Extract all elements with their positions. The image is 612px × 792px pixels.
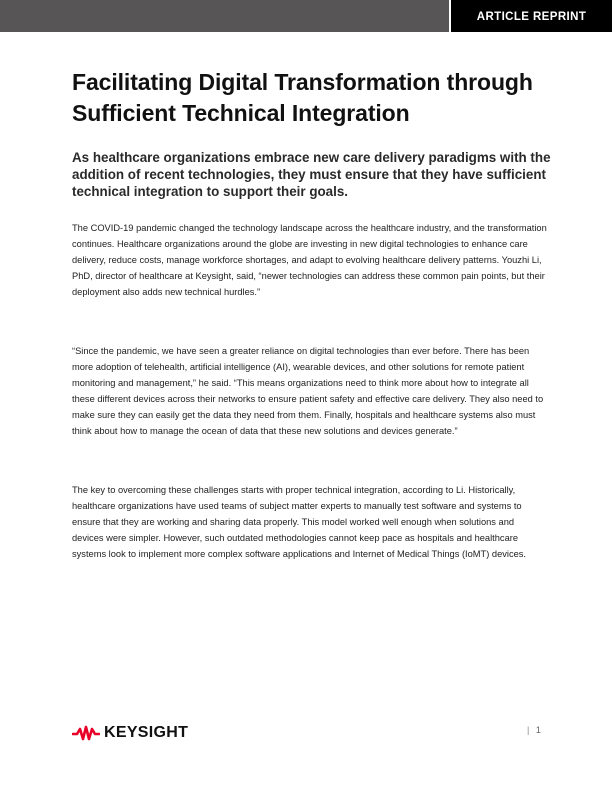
article-subtitle: As healthcare organizations embrace new care delivery paradigms with the addition of recent technologies, they must ensure that they have sufficient technical integration to support their goals.	[72, 150, 551, 199]
keysight-logo	[72, 723, 188, 743]
article-title: Facilitating Digital Transformation through Sufficient Technical Integration	[72, 69, 533, 126]
page-number-value: 1	[535, 725, 541, 735]
body-paragraph-2: “Since the pandemic, we have seen a greater reliance on digital technologies than ever before. There has been more adoption of telehealth, artificial intelligence (AI), wearable devices, and other solutions for remote patient monitoring and management,” he said. “This means organizations need to think more about how to integrate all these different devices across their networks to ensure patient safety and effective care delivery. They also need to make sure they can easily get the data they need from them. Finally, hospitals and healthcare systems also must think about how to manage the ocean of data that these new solutions and devices generate.”	[72, 346, 544, 437]
body-paragraph-1: The COVID-19 pandemic changed the technology landscape across the healthcare industry, and the transformation continues. Healthcare organizations around the globe are investing in new digital technologies to enhance care delivery, reduce costs, manage workforce shortages, and adapt to evolving healthcare delivery patterns. Youzhi Li, PhD, director of healthcare at Keysight, said, “newer technologies can address these common pain points, but their deployment also adds new technical hurdles.”	[72, 223, 547, 298]
keysight-wordmark: KEYSIGHT	[104, 724, 189, 741]
article-reprint-badge	[451, 0, 612, 32]
article-reprint-label: ARTICLE REPRINT	[476, 10, 587, 23]
page-number	[527, 725, 541, 735]
top-banner	[0, 0, 612, 32]
keysight-wave-icon	[72, 724, 100, 742]
page-separator: |	[527, 725, 530, 735]
body-paragraph-3: The key to overcoming these challenges starts with proper technical integration, according to Li. Historically, healthcare organizations have used teams of subject matter experts to manually test software and systems to ensure that they are working and sharing data properly. This model worked well enough when solutions and devices were simpler. However, such outdated methodologies cannot keep pace as hospitals and healthcare systems look to implement more complex software applications and Internet of Medical Things (IoMT) devices.	[72, 485, 527, 560]
banner-gray-strip	[0, 0, 449, 32]
